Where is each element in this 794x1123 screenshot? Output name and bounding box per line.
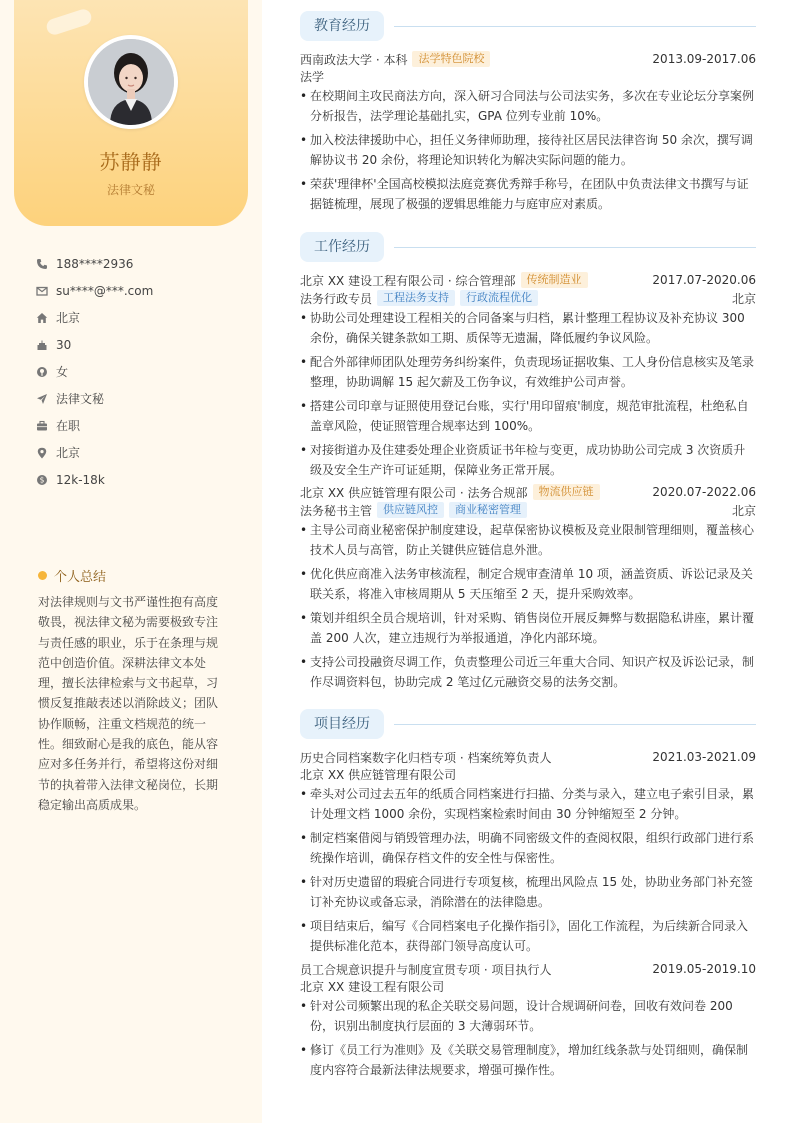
education-tag: 法学特色院校 [412, 51, 490, 67]
info-target-role [36, 385, 246, 412]
salary-icon [36, 474, 48, 486]
list-item: • 针对公司频繁出现的私企关联交易问题，设计合规调研问卷，回收有效问卷 200 份，识别出制度执行层面的 3 大薄弱环节。 [300, 996, 756, 1036]
work-company: 北京 XX 供应链管理有限公司 · 法务合规部 [300, 485, 528, 500]
list-item: • 制定档案借阅与销毁管理办法，明确不同密级文件的查阅权限，组织行政部门进行系统操作培训，确保存档文件的安全性与保密性。 [300, 828, 756, 868]
work-period: 2017.07-2020.06 [652, 273, 756, 287]
summary-heading-text: 个人总结 [54, 570, 107, 585]
contact-info-list [36, 250, 246, 493]
summary-heading [38, 566, 106, 585]
list-item: • 支持公司投融资尽调工作，负责整理公司近三年重大合同、知识产权及诉讼记录，制作尽调资料包，协助完成 2 笔过亿元融资交易的法务交割。 [300, 652, 756, 692]
info-phone-text: 188****2936 [56, 256, 134, 271]
sidebar [0, 0, 262, 1123]
info-gender [36, 358, 246, 385]
info-gender-text: 女 [56, 365, 69, 379]
summary-dot-icon [38, 571, 47, 580]
work-city: 北京 [731, 291, 756, 306]
list-item: • 协助公司处理建设工程相关的合同备案与归档，累计整理工程协议及补充协议 300 余份，确保关键条款如工期、质保等无遗漏，降低履约争议风险。 [300, 308, 756, 348]
section-divider [394, 247, 756, 248]
project-org: 北京 XX 供应链管理有限公司 [300, 768, 457, 782]
avatar [88, 39, 174, 125]
work-company: 北京 XX 建设工程有限公司 · 综合管理部 [300, 273, 516, 288]
project-org-row [300, 766, 756, 783]
project-title-row [300, 960, 756, 978]
project-name: 历史合同档案数字化归档专项 · 档案统筹负责人 [300, 750, 552, 765]
candidate-name: 苏静静 [99, 150, 163, 174]
info-email-text: su****@***.com [56, 283, 154, 298]
home-icon [36, 312, 48, 324]
list-item: • 对接街道办及住建委处理企业资质证书年检与变更，成功协助公司完成 3 次资质升级及安全生产许可证延期，保障业务正常开展。 [300, 440, 756, 480]
list-item: • 修订《员工行为准则》及《关联交易管理制度》，增加红线条款与处罚细则，确保制度内容符合最新法律法规要求，增强可操作性。 [300, 1040, 756, 1080]
info-residence-text: 北京 [56, 311, 81, 325]
project-entry-2 [300, 960, 756, 1084]
project-title-row [300, 748, 756, 766]
projects-section-header [300, 709, 756, 739]
list-item: • 牵头对公司过去五年的纸质合同档案进行扫描、分类与录入，建立电子索引目录，累计处理文档 1000 余份，实现档案检索时间由 30 分钟缩短至 2 分钟。 [300, 784, 756, 824]
section-divider [394, 26, 756, 27]
work-skill-tag: 供应链风控 [377, 502, 444, 518]
summary-text: 对法律规则与文书严谨性抱有高度敬畏，视法律文秘为需要极致专注与责任感的职业，乐于在条理与规范中创造价值。深耕法律文本处理，擅长法律检索与文书起草，习惯反复推敲表述以消除歧义；团队协作顺畅，注重文档规范的统一性。细致耐心是我的底色，能从容应对多任务并行，希望将这份对细节的执着带入法律文秘岗位，长期稳定输出高质成果。 [38, 595, 219, 812]
project-period: 2021.03-2021.09 [652, 750, 756, 764]
education-school: 西南政法大学 · 本科 [300, 52, 408, 67]
education-bullets [300, 86, 756, 214]
section-divider [394, 724, 756, 725]
project-bullets [300, 996, 756, 1080]
work-section-header [300, 232, 756, 262]
send-icon [36, 393, 48, 405]
project-entry-1 [300, 748, 756, 960]
work-section-title: 工作经历 [300, 232, 384, 262]
list-item: • 策划并组织全员合规培训，针对采购、销售岗位开展反舞弊与数据隐私讲座，累计覆盖 200 人次，建立违规行为举报通道，净化内部环境。 [300, 608, 756, 648]
work-position: 法务秘书主管 [300, 503, 373, 518]
work-company-row [300, 271, 756, 289]
avatar-portrait-icon [88, 39, 174, 125]
info-target-city [36, 439, 246, 466]
info-email [36, 277, 246, 304]
info-salary-text: 12k-18k [56, 472, 105, 487]
education-row [300, 50, 756, 68]
work-period: 2020.07-2022.06 [652, 485, 756, 499]
project-bullets [300, 784, 756, 956]
list-item: • 加入校法律援助中心，担任义务律师助理，接待社区居民法律咨询 50 余次，撰写调解协议书 20 余份，将理论知识转化为解决实际问题的能力。 [300, 130, 756, 170]
work-bullets [300, 308, 756, 480]
work-skill-tag: 商业秘密管理 [449, 502, 527, 518]
work-bullets [300, 520, 756, 692]
work-industry-tag: 传统制造业 [521, 272, 588, 288]
project-org: 北京 XX 建设工程有限公司 [300, 980, 445, 994]
education-major-row [300, 68, 756, 85]
info-target-city-text: 北京 [56, 446, 81, 460]
work-position-row [300, 289, 756, 307]
list-item: • 针对历史遗留的瑕疵合同进行专项复核，梳理出风险点 15 处，协助业务部门补充签订补充协议或备忘录，消除潜在的法律隐患。 [300, 872, 756, 912]
briefcase-icon [36, 420, 48, 432]
info-salary [36, 466, 246, 493]
education-entry [300, 50, 756, 218]
list-item: • 荣获'理律杯'全国高校模拟法庭竞赛优秀辩手称号，在团队中负责法律文书撰写与证据链梳理，展现了极强的逻辑思维能力与庭审应对素质。 [300, 174, 756, 214]
work-skill-tag: 行政流程优化 [460, 290, 538, 306]
project-period: 2019.05-2019.10 [652, 962, 756, 976]
list-item: • 项目结束后，编写《合同档案电子化操作指引》，固化工作流程，为后续新合同录入提供标准化范本，获得部门领导高度认可。 [300, 916, 756, 956]
projects-section-title: 项目经历 [300, 709, 384, 739]
info-status-text: 在职 [56, 419, 81, 433]
work-company-row [300, 483, 756, 501]
project-name: 员工合规意识提升与制度宣贯专项 · 项目执行人 [300, 962, 552, 977]
education-section-header [300, 11, 756, 41]
list-item: • 优化供应商准入法务审核流程，制定合规审查清单 10 项，涵盖资质、诉讼记录及关联关系，将准入审核周期从 5 天压缩至 2 天，提升采购效率。 [300, 564, 756, 604]
info-status [36, 412, 246, 439]
list-item: • 在校期间主攻民商法方向，深入研习合同法与公司法实务，多次在专业论坛分享案例分析报告，法学理论基础扎实，GPA 位列专业前 10%。 [300, 86, 756, 126]
info-age-text: 30 [56, 337, 72, 352]
svg-text:$: $ [39, 475, 45, 485]
info-target-role-text: 法律文秘 [56, 392, 105, 406]
work-industry-tag: 物流供应链 [533, 484, 600, 500]
cake-icon [36, 339, 48, 351]
list-item: • 配合外部律师团队处理劳务纠纷案件，负责现场证据收集、工人身份信息核实及笔录整理，协助调解 15 起欠薪及工伤争议，有效维护公司声誉。 [300, 352, 756, 392]
candidate-role: 法律文秘 [106, 183, 155, 197]
decorative-pill [45, 7, 94, 36]
phone-icon [36, 258, 48, 270]
list-item: • 搭建公司印章与证照使用登记台账，实行'用印留痕'制度，规范审批流程，杜绝私自盖章风险，使证照管理合规率达到 100%。 [300, 396, 756, 436]
info-phone [36, 250, 246, 277]
work-entry-1 [300, 271, 756, 484]
info-age [36, 331, 246, 358]
work-position: 法务行政专员 [300, 291, 373, 306]
project-org-row [300, 978, 756, 995]
mail-icon [36, 285, 48, 297]
avatar-frame [84, 35, 178, 129]
education-major: 法学 [300, 70, 325, 84]
list-item: • 主导公司商业秘密保护制度建设，起草保密协议模板及竞业限制管理细则，覆盖核心技术人员与高管，防止关键供应链信息外泄。 [300, 520, 756, 560]
education-section-title: 教育经历 [300, 11, 384, 41]
work-city: 北京 [731, 503, 756, 518]
work-entry-2 [300, 483, 756, 696]
location-icon [36, 447, 48, 459]
info-residence [36, 304, 246, 331]
work-skill-tag: 工程法务支持 [377, 290, 455, 306]
education-period: 2013.09-2017.06 [652, 52, 756, 66]
gender-icon [36, 366, 48, 378]
work-position-row [300, 501, 756, 519]
